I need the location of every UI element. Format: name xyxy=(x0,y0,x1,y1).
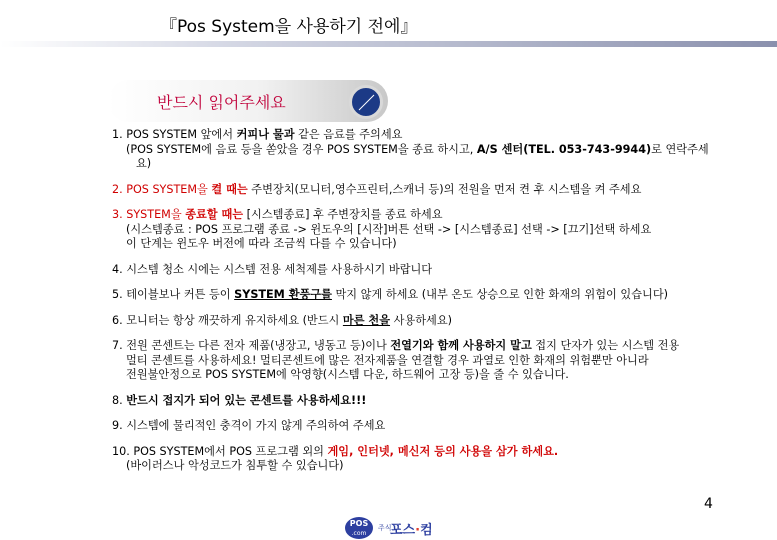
page-number: 4 xyxy=(704,496,713,512)
item-text: 전원불안정으로 POS SYSTEM에 악영향(시스템 다운, 하드웨어 고장 등)을 줄 수 있습니다. xyxy=(126,368,569,381)
item-emphasis: 게임, 인터넷, 메신저 등의 사용을 삼가 하세요. xyxy=(327,444,559,458)
item-text: 9. 시스템에 물리적인 충격이 가지 않게 주의하여 주세요 xyxy=(112,419,386,432)
item-emphasis: 반드시 접지가 되어 있는 콘센트를 사용하세요!!! xyxy=(126,393,367,407)
item-emphasis: 켤 때는 xyxy=(211,182,248,196)
list-item xyxy=(112,288,762,303)
list-item xyxy=(112,263,762,278)
item-text: 사용하세요) xyxy=(390,313,452,327)
item-emphasis: 커피나 물과 xyxy=(236,128,295,141)
notice-circle-icon xyxy=(349,85,383,119)
logo-mark-sub: .com xyxy=(351,530,367,537)
item-text: 8. xyxy=(112,393,127,407)
item-text: [시스템종료] 후 주변장치를 종료 하세요 xyxy=(243,208,443,221)
item-text: 멀티 콘센트를 사용하세요! 멀티콘센트에 많은 전자제품을 연결할 경우 과열로 인한 화재의 위험뿐만 아니라 xyxy=(126,353,649,367)
item-text: 막지 않게 하세요 (내부 온도 상승으로 인한 화재의 위험이 있습니다) xyxy=(331,288,669,301)
list-item xyxy=(112,394,762,409)
item-text: (POS SYSTEM에 음료 등을 쏟았을 경우 POS SYSTEM을 종료 하시고, xyxy=(126,142,477,156)
item-text: (바이러스나 악성코드가 침투할 수 있습니다) xyxy=(126,459,344,472)
page-title: 『Pos System을 사용하기 전에』 xyxy=(160,17,418,37)
item-text: 4. 시스템 청소 시에는 시스템 전용 세척제를 사용하시기 바랍니다 xyxy=(112,262,433,276)
notice-label: 반드시 읽어주세요 xyxy=(157,93,286,112)
logo-mark-text: POS xyxy=(349,519,369,528)
logo-name-part: 컴 xyxy=(420,523,433,538)
list-item xyxy=(112,445,762,474)
list-item xyxy=(112,419,762,434)
logo-prefix: 주식 xyxy=(378,524,392,532)
item-text: 7. 전원 콘센트는 다른 전자 제품(냉장고, 냉동고 등)이나 xyxy=(112,339,391,352)
header-bar xyxy=(0,0,777,46)
notice-banner xyxy=(108,80,388,122)
company-logo xyxy=(345,517,465,540)
item-text: 로 연락주세 xyxy=(651,142,709,156)
item-emphasis: 종료할 때는 xyxy=(185,208,244,221)
item-emphasis: A/S 센터(TEL. 053-743-9944) xyxy=(476,142,652,156)
item-text: (시스템종료 : POS 프로그램 종료 -> 윈도우의 [시작]버튼 선택 -> [시스템종료] 선택 -> [끄기]선택 하세요 xyxy=(126,222,652,236)
notice-list xyxy=(112,128,762,485)
item-emphasis: 마른 천을 xyxy=(342,313,391,327)
item-text: 6. 모니터는 항상 깨끗하게 유지하세요 (반드시 xyxy=(112,313,343,327)
list-item xyxy=(112,128,762,172)
item-text: 주변장치(모니터,영수프린터,스캐너 등)의 전원을 먼저 켠 후 시스템을 켜 주세요 xyxy=(247,182,642,196)
item-text: 접지 단자가 있는 시스템 전용 xyxy=(531,339,680,352)
item-text: 3. SYSTEM을 xyxy=(112,208,186,221)
item-text: 10. POS SYSTEM에서 POS 프로그램 외의 xyxy=(112,444,328,458)
item-text: 2. POS SYSTEM을 xyxy=(112,182,212,196)
list-item xyxy=(112,183,762,198)
item-text: 1. POS SYSTEM 앞에서 xyxy=(112,128,237,141)
item-text: 이 단계는 윈도우 버전에 따라 조금씩 다를 수 있습니다) xyxy=(126,237,397,250)
item-text: 요) xyxy=(136,157,152,170)
item-text: 5. 테이블보나 커튼 등이 xyxy=(112,288,235,301)
item-emphasis: SYSTEM 환풍구를 xyxy=(234,288,332,301)
logo-name-part: 포스 xyxy=(390,523,416,538)
item-emphasis: 전열기와 함께 사용하지 말고 xyxy=(390,339,532,352)
item-text: 같은 음료를 주의세요 xyxy=(294,128,403,141)
header-gradient-bar xyxy=(0,41,777,47)
list-item xyxy=(112,314,762,329)
list-item xyxy=(112,339,762,383)
list-item xyxy=(112,208,762,252)
logo-brand-name: 포스·컴 xyxy=(390,523,433,538)
